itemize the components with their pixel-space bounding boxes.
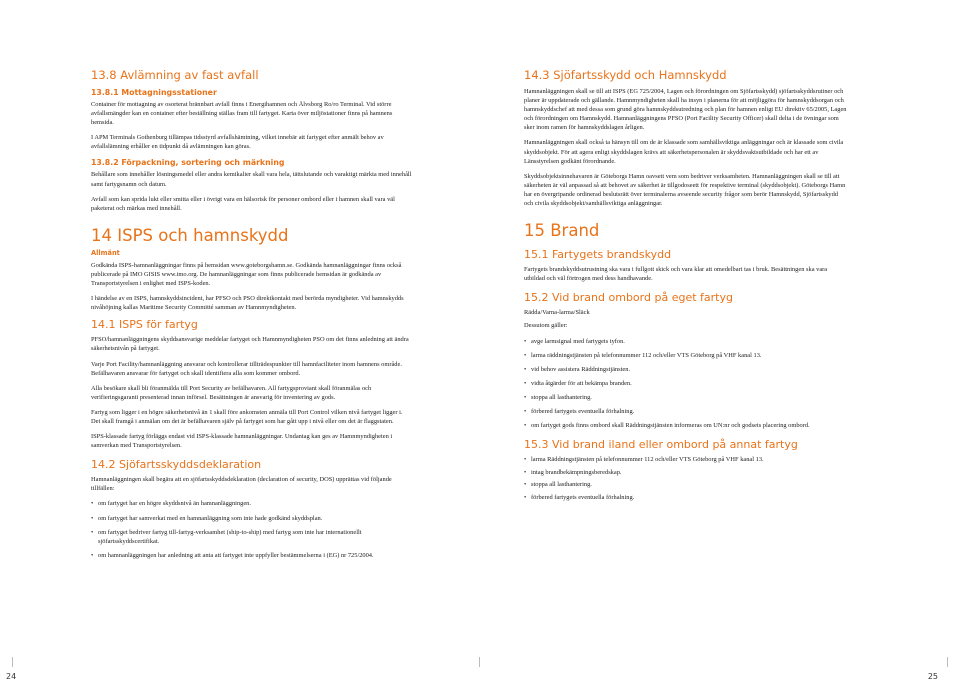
fire-ashore-list <box>524 455 848 502</box>
dos-list <box>91 499 413 559</box>
paragraph: Alla besökare skall bli föranmälda till Port Security av befälhavaren. All fartygsproviant skall föranmälas och verifieringsgaranti presenterad innan införsel. Besättningen är ansvarig för inventering av gods. <box>91 384 372 401</box>
page-number-right: 25 <box>927 672 938 681</box>
paragraph: Rädda/Varna-larma/Släck <box>524 309 590 317</box>
heading-14-3: 14.3 Sjöfartsskydd och Hamnskydd <box>524 68 727 82</box>
list-item: • om fartyget har samverkat med en hamnanläggning som inte hade godkänd skyddsplan. <box>91 514 413 523</box>
paragraph: I APM Terminals Gothenburg tillämpas tidsstyrd avfallshämtning, vilket innebär att fartyget efter anmält behov av avfallslämning erhåller en tidpunkt då avlämningen kan göras. <box>91 134 384 151</box>
list-item: • intag brandbekämpningsberedskap. <box>524 468 848 477</box>
paragraph: Hamnanläggningen skall begära att en sjöfartsskyddsdeklaration (declaration of security, DOS) upprättas vid följande tillfällen: <box>91 476 392 493</box>
heading-13-8-1: 13.8.1 Mottagningsstationer <box>91 88 217 97</box>
paragraph: Skyddsobjektsinnehavaren är Göteborgs Hamn oavsett vem som bedriver verksamheten. Hamnanläggningen skall se till att säkerheten är väl anpassad så att behovet av säkerhet är tillgodoseett för respektive terminal (skyddsobjekt). Göteborgs Hamn har en övergripande ordinerad beslutsrätt över terminalerna avseende security frågor som berör Hamnskydd, Sjöfartsskydd och civila skyddsobjekt/samhällsviktiga anläggningar. <box>524 172 846 208</box>
paragraph: PFSO/hamnanläggningens skyddsansvarige meddelar fartyget och Hamnmyndigheten PSO om det finns anledning att ändra säkerhetsnivån på fartyget. <box>91 336 409 353</box>
left-column <box>91 68 413 565</box>
list-item: • om hamnanläggningen har anledning att anta att fartyget inte uppfyller bestämmelserna i (EG) nr 725/2004. <box>91 551 413 560</box>
heading-13-8-2: 13.8.2 Förpackning, sortering och märkning <box>91 158 285 168</box>
paragraph: Varje Port Facility/hamnanläggning ansvarar och kontrollerar tillträdespunkter till hamnfaciliteter inom hamnens område. Befälhavaren ansvarar för fartyget och skall identifiera alla som kommer ombord. <box>91 360 402 377</box>
list-item: • larma räddningstjänsten på telefonnummer 112 och/eller VTS Göteborg på VHF kanal 13. <box>524 351 848 360</box>
heading-15: 15 Brand <box>524 221 600 241</box>
spine-mark <box>479 657 480 667</box>
list-item: • stoppa all lasthantering. <box>524 393 848 402</box>
list-item: • avge larmsignal med fartygets tyfon. <box>524 337 848 346</box>
fire-onboard-list <box>524 337 848 431</box>
paragraph: I händelse av en ISPS, hamnskyddsincident, har PFSO och PSO direktkontakt med berörda myndigheter. Vid hamnskydds nivåhöjning kallas Maritime Security Committé samman av Hamnmyndigheten. <box>91 295 404 312</box>
paragraph: Hamnanläggningen skall också ta hänsyn till om de är klassade som samhällsviktiga anläggningar och är klassade som civila skyddsobjekt. För att agera enligt skyddslagen krävs att säkerhetspersonalen är skyddsvaktsutbildade och har ett av Länsstyrelsen godkänt förordnande. <box>524 139 844 165</box>
list-item: • om fartyget gods finns ombord skall Räddningstjänsten informeras om UN:nr och godsets placering ombord. <box>524 421 848 430</box>
list-item: • förbered fartygets eventuella förhalning. <box>524 493 848 502</box>
heading-15-2: 15.2 Vid brand ombord på eget fartyg <box>524 291 733 305</box>
paragraph: Container för mottagning av osorterat brännbart avfall finns i Energihamnen och Älvsborg Ro/ro Terminal. Vid större avfallsmängder kan en container efter beställning ställas fram till fartyget. Karta över miljöstationer finns på hamnens hemsida. <box>91 101 393 127</box>
heading-14: 14 ISPS och hamnskydd <box>91 225 289 245</box>
heading-14-2: 14.2 Sjöfartsskyddsdeklaration <box>91 458 262 472</box>
list-item: • om fartyget bedriver fartyg till-fartyg-verksamhet (ship-to-ship) med fartyg som inte har internationellt sjöfartsskyddscertifikat. <box>91 528 413 546</box>
heading-15-1: 15.1 Fartygets brandskydd <box>524 248 672 262</box>
heading-15-3: 15.3 Vid brand iland eller ombord på annat fartyg <box>524 438 798 452</box>
paragraph: ISPS-klassade fartyg förläggs endast vid ISPS-klassade hamnanläggningar. Undantag kan ges av Hamnmyndigheten i samverkan med Transportstyrelsen. <box>91 433 393 450</box>
paragraph: Avfall som kan sprida lukt eller smitta eller i övrigt vara en hälsorisk för personer ombord eller i hamnen skall vara väl paketerat och märkas med innehåll. <box>91 195 395 212</box>
heading-13-8: 13.8 Avlämning av fast avfall <box>91 68 259 82</box>
list-item: • stoppa all lasthantering. <box>524 480 848 489</box>
paragraph: Behållare som innehåller lösningsmedel eller andra kemikalier skall vara hela, tättslutande och varaktigt märkta med innehåll samt fartygsnamn och datum. <box>91 171 412 188</box>
page-edge-mark-right <box>947 657 948 667</box>
paragraph: Godkända ISPS-hamnanläggningar finns på hemsidan www.goteborgshamn.se. Godkända hamnanläggningar finns också publicerade på IMO GISIS www.imo.org. De hamnanläggningar som finns publicerade hemsidan är godkända av Transportstyrelsen i enlighet med ISPS-koden. <box>91 261 402 288</box>
paragraph: Fartygets brandskyddsutrustning ska vara i fullgott skick och vara klar att omedelbart tas i bruk. Besättningen ska vara utbildad och väl förtrogen med dess handhavande. <box>524 266 828 283</box>
paragraph: Fartyg som ligger i en högre säkerhetsnivå än 1 skall före ankomsten anmäla till Port Control vilken nivå fartyget ligger i. Det skall framgå i anmälan om det är befälhavaren själv på fartyget som har gått upp i nivå eller om det är flaggstaten. <box>91 408 403 425</box>
paragraph: Dessutom gäller: <box>524 322 568 330</box>
list-item: • om fartyget har en högre skyddsnivå än hamnanläggningen. <box>91 499 413 508</box>
page-number-left: 24 <box>6 672 17 681</box>
page-edge-mark-left <box>12 657 13 667</box>
heading-14-1: 14.1 ISPS för fartyg <box>91 318 198 332</box>
heading-allmant: Allmänt <box>91 248 120 257</box>
list-item: • vid behov assistera Räddningstjänsten. <box>524 365 848 374</box>
right-column <box>524 68 848 506</box>
list-item: • larma Räddningstjänsten på telefonnummer 112 och/eller VTS Göteborg på VHF kanal 13. <box>524 455 848 464</box>
paragraph: Hamnanläggningen skall se till att ISPS (EG 725/2004, Lagen och förordningen om Sjöfartsskydd) sjöfartsskyddsrutiner och planer är uppdaterade och gällande. Hamnmyndigheten skall ha insyn i planerna för att möjliggöra för hamnskyddsorgan och hamnskyddschef att med dessa som grund göra hamnskyddsutredning och plan för hamnen enligt EU direktiv 65/2005, Lagen och förordningen om Hamnskydd. Hamnanläggningens PFSO (Port Facility Security Officer) skall delta i de övningar som sker inom ramen för hamnskyddslagen årligen. <box>524 88 847 132</box>
list-item: • vidta åtgärder för att bekämpa branden. <box>524 379 848 388</box>
list-item: • förbered fartygets eventuella förhalning. <box>524 407 848 416</box>
